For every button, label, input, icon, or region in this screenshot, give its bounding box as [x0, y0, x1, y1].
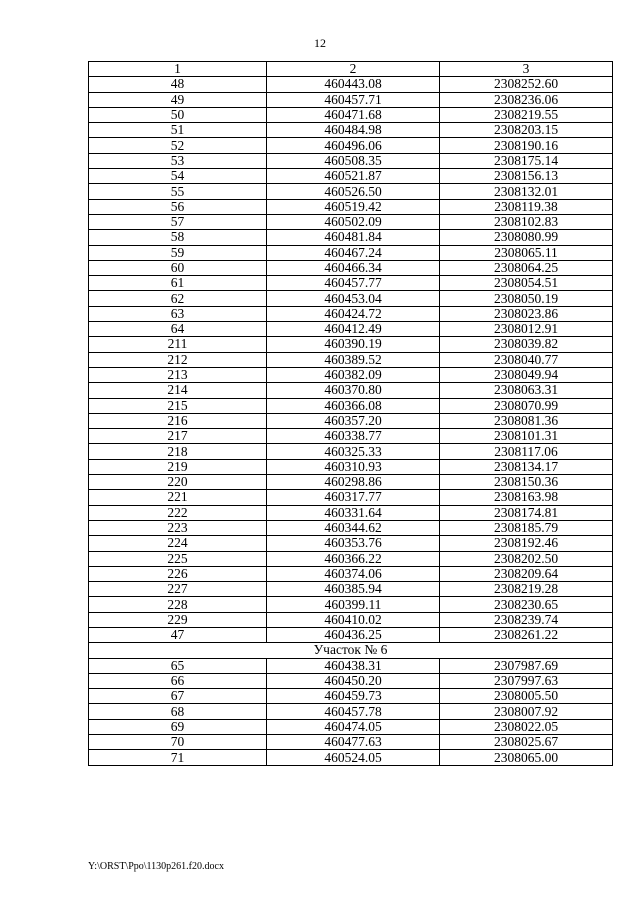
point-number-cell: 51 — [89, 123, 267, 138]
x-coordinate-cell: 460457.71 — [267, 92, 440, 107]
x-coordinate-cell: 460508.35 — [267, 153, 440, 168]
x-coordinate-cell: 460399.11 — [267, 597, 440, 612]
x-coordinate-cell: 460357.20 — [267, 413, 440, 428]
table-row — [89, 413, 613, 428]
column-header: 2 — [267, 62, 440, 77]
x-coordinate-cell: 460310.93 — [267, 459, 440, 474]
point-number-cell: 69 — [89, 719, 267, 734]
point-number-cell: 222 — [89, 505, 267, 520]
point-number-cell: 57 — [89, 214, 267, 229]
y-coordinate-cell: 2308236.06 — [440, 92, 613, 107]
x-coordinate-cell: 460496.06 — [267, 138, 440, 153]
y-coordinate-cell: 2308012.91 — [440, 322, 613, 337]
y-coordinate-cell: 2308163.98 — [440, 490, 613, 505]
x-coordinate-cell: 460502.09 — [267, 214, 440, 229]
table-row — [89, 291, 613, 306]
x-coordinate-cell: 460450.20 — [267, 673, 440, 688]
y-coordinate-cell: 2308081.36 — [440, 413, 613, 428]
table-row — [89, 367, 613, 382]
x-coordinate-cell: 460424.72 — [267, 306, 440, 321]
point-number-cell: 61 — [89, 276, 267, 291]
x-coordinate-cell: 460521.87 — [267, 169, 440, 184]
table-row — [89, 429, 613, 444]
x-coordinate-cell: 460385.94 — [267, 582, 440, 597]
y-coordinate-cell: 2308063.31 — [440, 383, 613, 398]
x-coordinate-cell: 460370.80 — [267, 383, 440, 398]
table-row — [89, 582, 613, 597]
y-coordinate-cell: 2308025.67 — [440, 735, 613, 750]
table-row — [89, 169, 613, 184]
x-coordinate-cell: 460466.34 — [267, 260, 440, 275]
x-coordinate-cell: 460438.31 — [267, 658, 440, 673]
point-number-cell: 55 — [89, 184, 267, 199]
y-coordinate-cell: 2308261.22 — [440, 627, 613, 642]
point-number-cell: 56 — [89, 199, 267, 214]
table-row — [89, 475, 613, 490]
y-coordinate-cell: 2308203.15 — [440, 123, 613, 138]
y-coordinate-cell: 2308175.14 — [440, 153, 613, 168]
table-row — [89, 566, 613, 581]
point-number-cell: 226 — [89, 566, 267, 581]
point-number-cell: 221 — [89, 490, 267, 505]
table-row — [89, 612, 613, 627]
y-coordinate-cell: 2308049.94 — [440, 367, 613, 382]
y-coordinate-cell: 2308007.92 — [440, 704, 613, 719]
table-row — [89, 735, 613, 750]
x-coordinate-cell: 460389.52 — [267, 352, 440, 367]
x-coordinate-cell: 460484.98 — [267, 123, 440, 138]
point-number-cell: 53 — [89, 153, 267, 168]
y-coordinate-cell: 2308050.19 — [440, 291, 613, 306]
table-row — [89, 276, 613, 291]
x-coordinate-cell: 460390.19 — [267, 337, 440, 352]
y-coordinate-cell: 2308230.65 — [440, 597, 613, 612]
point-number-cell: 60 — [89, 260, 267, 275]
table-row — [89, 153, 613, 168]
point-number-cell: 52 — [89, 138, 267, 153]
point-number-cell: 211 — [89, 337, 267, 352]
y-coordinate-cell: 2308022.05 — [440, 719, 613, 734]
x-coordinate-cell: 460298.86 — [267, 475, 440, 490]
y-coordinate-cell: 2308185.79 — [440, 520, 613, 535]
table-row — [89, 719, 613, 734]
table-row — [89, 673, 613, 688]
x-coordinate-cell: 460317.77 — [267, 490, 440, 505]
table-row — [89, 199, 613, 214]
table-header-row — [89, 62, 613, 77]
table-row — [89, 214, 613, 229]
column-header: 3 — [440, 62, 613, 77]
point-number-cell: 215 — [89, 398, 267, 413]
table-row — [89, 551, 613, 566]
y-coordinate-cell: 2308219.28 — [440, 582, 613, 597]
point-number-cell: 213 — [89, 367, 267, 382]
table-row — [89, 597, 613, 612]
point-number-cell: 65 — [89, 658, 267, 673]
point-number-cell: 71 — [89, 750, 267, 765]
y-coordinate-cell: 2308101.31 — [440, 429, 613, 444]
table-row — [89, 322, 613, 337]
x-coordinate-cell: 460481.84 — [267, 230, 440, 245]
y-coordinate-cell: 2308192.46 — [440, 536, 613, 551]
page-number: 12 — [314, 36, 326, 50]
table-row — [89, 398, 613, 413]
point-number-cell: 49 — [89, 92, 267, 107]
table-row — [89, 689, 613, 704]
y-coordinate-cell: 2308119.38 — [440, 199, 613, 214]
x-coordinate-cell: 460325.33 — [267, 444, 440, 459]
x-coordinate-cell: 460353.76 — [267, 536, 440, 551]
column-header: 1 — [89, 62, 267, 77]
y-coordinate-cell: 2308174.81 — [440, 505, 613, 520]
x-coordinate-cell: 460412.49 — [267, 322, 440, 337]
x-coordinate-cell: 460410.02 — [267, 612, 440, 627]
point-number-cell: 66 — [89, 673, 267, 688]
table-row — [89, 107, 613, 122]
y-coordinate-cell: 2308252.60 — [440, 77, 613, 92]
point-number-cell: 50 — [89, 107, 267, 122]
x-coordinate-cell: 460331.64 — [267, 505, 440, 520]
y-coordinate-cell: 2308156.13 — [440, 169, 613, 184]
table-row — [89, 230, 613, 245]
table-row — [89, 704, 613, 719]
y-coordinate-cell: 2308219.55 — [440, 107, 613, 122]
x-coordinate-cell: 460471.68 — [267, 107, 440, 122]
x-coordinate-cell: 460436.25 — [267, 627, 440, 642]
table-row — [89, 337, 613, 352]
point-number-cell: 48 — [89, 77, 267, 92]
table-row — [89, 138, 613, 153]
y-coordinate-cell: 2308080.99 — [440, 230, 613, 245]
y-coordinate-cell: 2308209.64 — [440, 566, 613, 581]
y-coordinate-cell: 2308117.06 — [440, 444, 613, 459]
point-number-cell: 219 — [89, 459, 267, 474]
point-number-cell: 68 — [89, 704, 267, 719]
table-row — [89, 352, 613, 367]
y-coordinate-cell: 2308065.11 — [440, 245, 613, 260]
point-number-cell: 223 — [89, 520, 267, 535]
x-coordinate-cell: 460457.78 — [267, 704, 440, 719]
y-coordinate-cell: 2308190.16 — [440, 138, 613, 153]
point-number-cell: 216 — [89, 413, 267, 428]
y-coordinate-cell: 2308065.00 — [440, 750, 613, 765]
table-row — [89, 260, 613, 275]
table-row — [89, 536, 613, 551]
table-row — [89, 92, 613, 107]
table-row — [89, 750, 613, 765]
x-coordinate-cell: 460467.24 — [267, 245, 440, 260]
point-number-cell: 54 — [89, 169, 267, 184]
x-coordinate-cell: 460457.77 — [267, 276, 440, 291]
table-row — [89, 444, 613, 459]
point-number-cell: 229 — [89, 612, 267, 627]
x-coordinate-cell: 460526.50 — [267, 184, 440, 199]
y-coordinate-cell: 2308064.25 — [440, 260, 613, 275]
point-number-cell: 217 — [89, 429, 267, 444]
point-number-cell: 67 — [89, 689, 267, 704]
y-coordinate-cell: 2308005.50 — [440, 689, 613, 704]
y-coordinate-cell: 2308040.77 — [440, 352, 613, 367]
footer-file-path: Y:\ORST\Ppo\1130p261.f20.docx — [88, 861, 224, 872]
table-row — [89, 184, 613, 199]
table-row — [89, 505, 613, 520]
y-coordinate-cell: 2308132.01 — [440, 184, 613, 199]
x-coordinate-cell: 460474.05 — [267, 719, 440, 734]
point-number-cell: 228 — [89, 597, 267, 612]
y-coordinate-cell: 2308039.82 — [440, 337, 613, 352]
y-coordinate-cell: 2308023.86 — [440, 306, 613, 321]
point-number-cell: 212 — [89, 352, 267, 367]
y-coordinate-cell: 2308070.99 — [440, 398, 613, 413]
point-number-cell: 214 — [89, 383, 267, 398]
point-number-cell: 62 — [89, 291, 267, 306]
point-number-cell: 63 — [89, 306, 267, 321]
point-number-cell: 64 — [89, 322, 267, 337]
section-row — [89, 643, 613, 658]
table-row — [89, 306, 613, 321]
x-coordinate-cell: 460338.77 — [267, 429, 440, 444]
y-coordinate-cell: 2307987.69 — [440, 658, 613, 673]
y-coordinate-cell: 2308102.83 — [440, 214, 613, 229]
point-number-cell: 225 — [89, 551, 267, 566]
y-coordinate-cell: 2308134.17 — [440, 459, 613, 474]
point-number-cell: 47 — [89, 627, 267, 642]
y-coordinate-cell: 2308202.50 — [440, 551, 613, 566]
point-number-cell: 224 — [89, 536, 267, 551]
table-row — [89, 658, 613, 673]
x-coordinate-cell: 460524.05 — [267, 750, 440, 765]
x-coordinate-cell: 460477.63 — [267, 735, 440, 750]
table-row — [89, 77, 613, 92]
x-coordinate-cell: 460366.22 — [267, 551, 440, 566]
coordinates-table — [88, 61, 613, 766]
table-row — [89, 123, 613, 138]
point-number-cell: 59 — [89, 245, 267, 260]
x-coordinate-cell: 460344.62 — [267, 520, 440, 535]
table-row — [89, 459, 613, 474]
x-coordinate-cell: 460366.08 — [267, 398, 440, 413]
table-row — [89, 383, 613, 398]
section-label: Участок № 6 — [89, 643, 613, 658]
table-row — [89, 245, 613, 260]
table-row — [89, 627, 613, 642]
point-number-cell: 70 — [89, 735, 267, 750]
x-coordinate-cell: 460453.04 — [267, 291, 440, 306]
table-row — [89, 490, 613, 505]
point-number-cell: 227 — [89, 582, 267, 597]
y-coordinate-cell: 2308054.51 — [440, 276, 613, 291]
point-number-cell: 220 — [89, 475, 267, 490]
x-coordinate-cell: 460459.73 — [267, 689, 440, 704]
point-number-cell: 218 — [89, 444, 267, 459]
x-coordinate-cell: 460519.42 — [267, 199, 440, 214]
table-row — [89, 520, 613, 535]
x-coordinate-cell: 460443.08 — [267, 77, 440, 92]
y-coordinate-cell: 2308150.36 — [440, 475, 613, 490]
y-coordinate-cell: 2308239.74 — [440, 612, 613, 627]
x-coordinate-cell: 460374.06 — [267, 566, 440, 581]
point-number-cell: 58 — [89, 230, 267, 245]
x-coordinate-cell: 460382.09 — [267, 367, 440, 382]
y-coordinate-cell: 2307997.63 — [440, 673, 613, 688]
